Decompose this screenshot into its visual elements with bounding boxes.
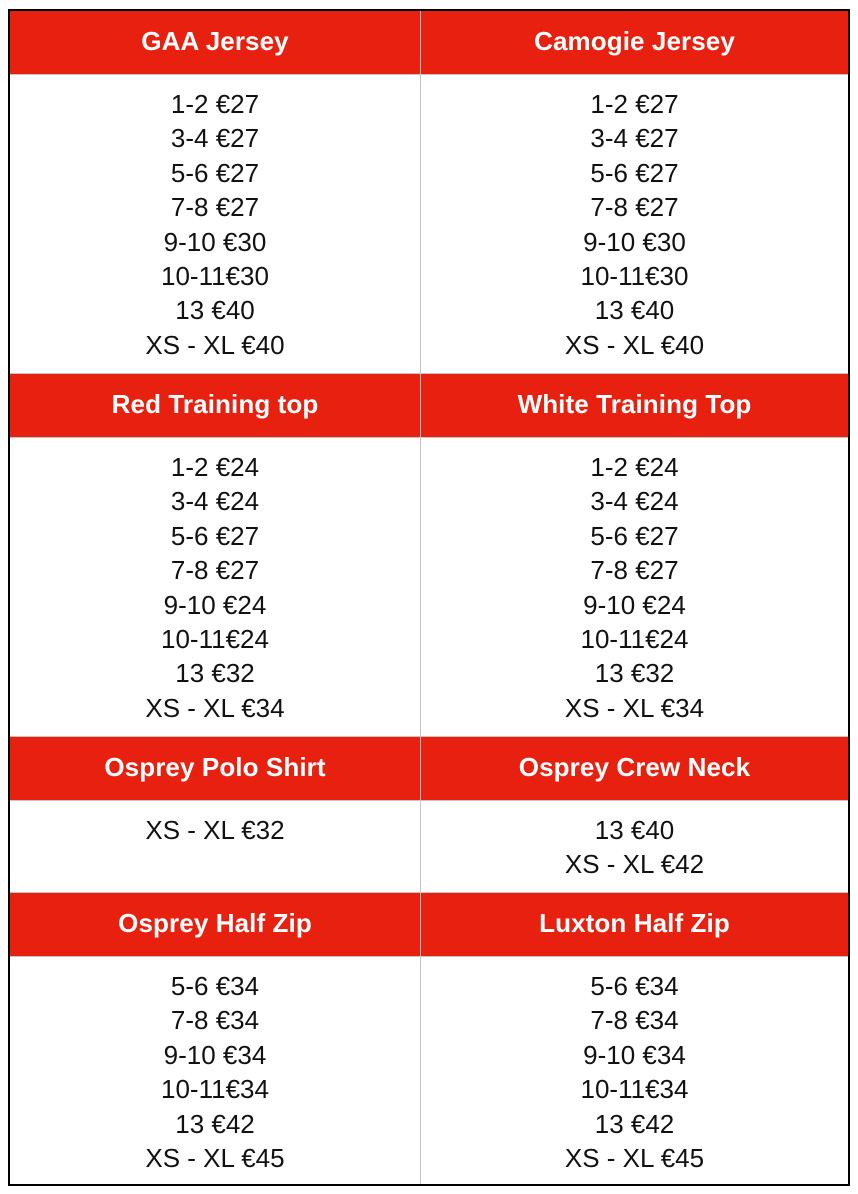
- price-line: 10-11€30: [580, 261, 689, 292]
- price-line: 10-11€24: [161, 624, 269, 655]
- price-line: 1-2 €24: [590, 452, 679, 482]
- price-line: XS - XL €40: [564, 329, 705, 360]
- price-line: XS - XL €42: [564, 849, 705, 880]
- header-osprey-polo-shirt: Osprey Polo Shirt: [10, 737, 421, 801]
- price-line: 7-8 €27: [590, 192, 679, 223]
- price-line: 5-6 €27: [170, 157, 260, 188]
- prices-osprey-half-zip: [10, 957, 421, 1184]
- prices-luxton-half-zip: [421, 957, 848, 1184]
- price-line: 7-8 €27: [170, 192, 260, 223]
- price-line: XS - XL €45: [145, 1143, 285, 1174]
- prices-white-training-top: [421, 438, 848, 737]
- prices-osprey-polo-shirt: [10, 801, 421, 893]
- price-line: 3-4 €27: [170, 123, 260, 154]
- prices-osprey-crew-neck: [421, 801, 848, 893]
- price-line: 9-10 €24: [163, 589, 267, 620]
- price-line: 5-6 €27: [590, 157, 679, 188]
- header-gaa-jersey: GAA Jersey: [10, 11, 421, 75]
- price-line: 10-11€34: [161, 1074, 269, 1105]
- price-line: XS - XL €32: [145, 815, 285, 845]
- price-line: 10-11€30: [161, 261, 269, 292]
- prices-gaa-jersey: [10, 75, 421, 374]
- price-line: 5-6 €27: [590, 520, 679, 551]
- price-line: 3-4 €27: [590, 123, 679, 154]
- price-line: 1-2 €24: [170, 452, 260, 482]
- price-line: 9-10 €34: [163, 1039, 267, 1070]
- prices-camogie-jersey: [421, 75, 848, 374]
- price-line: 10-11€34: [580, 1074, 689, 1105]
- price-line: 3-4 €24: [170, 486, 260, 517]
- price-line: 9-10 €30: [583, 226, 686, 257]
- price-line: 10-11€24: [580, 624, 689, 655]
- header-osprey-half-zip: Osprey Half Zip: [10, 893, 421, 957]
- price-line: XS - XL €40: [145, 329, 285, 360]
- price-line: 7-8 €34: [170, 1005, 260, 1036]
- header-camogie-jersey: Camogie Jersey: [421, 11, 848, 75]
- price-line: 9-10 €34: [583, 1039, 686, 1070]
- header-red-training-top: Red Training top: [10, 374, 421, 438]
- price-line: 3-4 €24: [590, 486, 679, 517]
- price-line: 13 €40: [175, 295, 255, 326]
- price-line: XS - XL €34: [145, 692, 285, 723]
- prices-red-training-top: [10, 438, 421, 737]
- price-line: 1-2 €27: [590, 89, 679, 119]
- price-line: XS - XL €34: [564, 692, 705, 723]
- header-luxton-half-zip: Luxton Half Zip: [421, 893, 848, 957]
- price-line: 1-2 €27: [170, 89, 260, 119]
- price-line: 5-6 €34: [170, 971, 260, 1001]
- price-line: 13 €40: [594, 295, 675, 326]
- price-table: [8, 9, 850, 1186]
- price-line: 13 €32: [594, 658, 675, 689]
- price-line: 13 €42: [175, 1108, 255, 1139]
- price-line: 13 €40: [594, 815, 675, 845]
- header-white-training-top: White Training Top: [421, 374, 848, 438]
- price-line: 13 €32: [175, 658, 255, 689]
- price-line: 5-6 €27: [170, 520, 260, 551]
- price-line: 7-8 €34: [590, 1005, 679, 1036]
- price-line: 13 €42: [594, 1108, 675, 1139]
- price-line: 7-8 €27: [170, 555, 260, 586]
- price-line: 9-10 €24: [583, 589, 686, 620]
- price-line: 5-6 €34: [590, 971, 679, 1001]
- price-line: XS - XL €45: [564, 1143, 705, 1174]
- price-line: 7-8 €27: [590, 555, 679, 586]
- price-line: 9-10 €30: [163, 226, 267, 257]
- header-osprey-crew-neck: Osprey Crew Neck: [421, 737, 848, 801]
